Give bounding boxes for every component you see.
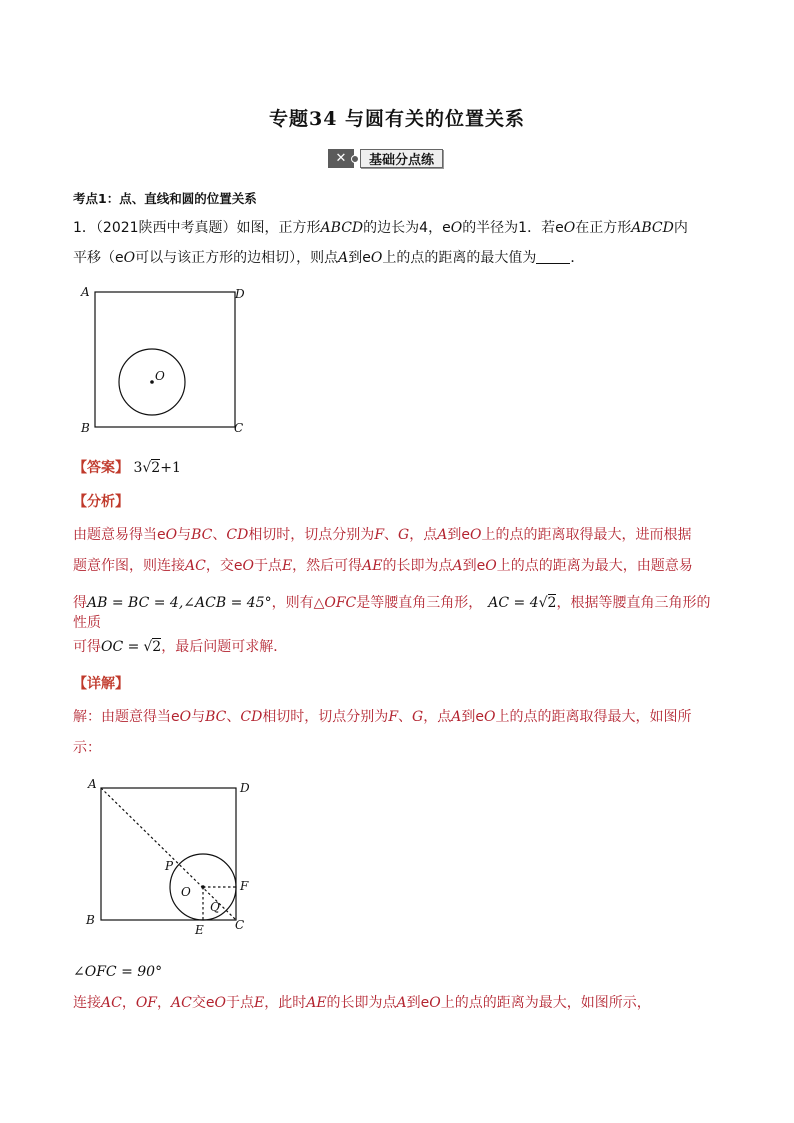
- label-f: F: [240, 879, 249, 893]
- page-title: 专题34 与圆有关的位置关系: [268, 108, 526, 130]
- label-q: Q: [210, 900, 220, 914]
- answer-line: 【答案】 3√2+1: [73, 460, 181, 476]
- badge-label: 基础分点练: [360, 149, 443, 168]
- analysis-line-2: 题意作图，则连接AC，交eO于点E，然后可得AE的长即为点A到eO上的点的距离为最大，由题意易: [73, 558, 693, 574]
- detail-line-2: 示：: [73, 740, 101, 756]
- label-o: O: [181, 885, 191, 899]
- problem-line-1: 1．（2021陕西中考真题）如图，正方形ABCD的边长为4，eO的半径为1．若eO在正方形ABCD内: [73, 220, 688, 236]
- label-a: A: [88, 777, 97, 791]
- figure-tangent-circle: [80, 774, 260, 940]
- answer-blank: [536, 249, 570, 264]
- label-p: P: [165, 859, 174, 873]
- analysis-tag: 【分析】: [73, 494, 129, 510]
- section-heading: 考点1：点、直线和圆的位置关系: [73, 191, 257, 206]
- label-o: O: [155, 369, 165, 383]
- sqrt-sign: √: [142, 460, 152, 476]
- last-line: 连接AC，OF，AC交eO于点E，此时AE的长即为点A到eO上的点的距离为最大，如图所示，: [73, 995, 651, 1011]
- label-c: C: [234, 421, 244, 435]
- analysis-line-3: 得AB = BC = 4,∠ACB = 45°，则有△OFC是等腰直角三角形， AC = 4√2，根据等腰直角三角形的性质: [73, 595, 711, 631]
- label-b: B: [81, 421, 90, 435]
- detail-tag: 【详解】: [73, 676, 129, 692]
- label-d: D: [240, 781, 250, 795]
- label-e: E: [195, 923, 204, 937]
- label-d: D: [235, 287, 245, 301]
- section-badge: [328, 149, 443, 168]
- answer-tag: 【答案】: [73, 460, 129, 476]
- crossed-swords-icon: ✕: [328, 149, 354, 168]
- label-b: B: [86, 913, 95, 927]
- problem-line-2: 平移（eO可以与该正方形的边相切），则点A到eO上的点的距离的最大值为 ．: [73, 250, 585, 266]
- label-c: C: [235, 918, 245, 932]
- analysis-line-1: 由题意易得当eO与BC、CD相切时，切点分别为F、G，点A到eO上的点的距离取得最大，进而根据: [73, 527, 692, 543]
- analysis-line-4: 可得OC = √2，最后问题可求解．: [73, 639, 288, 655]
- label-a: A: [81, 285, 90, 299]
- figure-square-circle: [78, 284, 248, 436]
- detail-line-1: 解：由题意得当eO与BC、CD相切时，切点分别为F、G，点A到eO上的点的距离取得最大，如图所: [73, 709, 692, 725]
- angle-statement: ∠OFC = 90°: [73, 964, 163, 980]
